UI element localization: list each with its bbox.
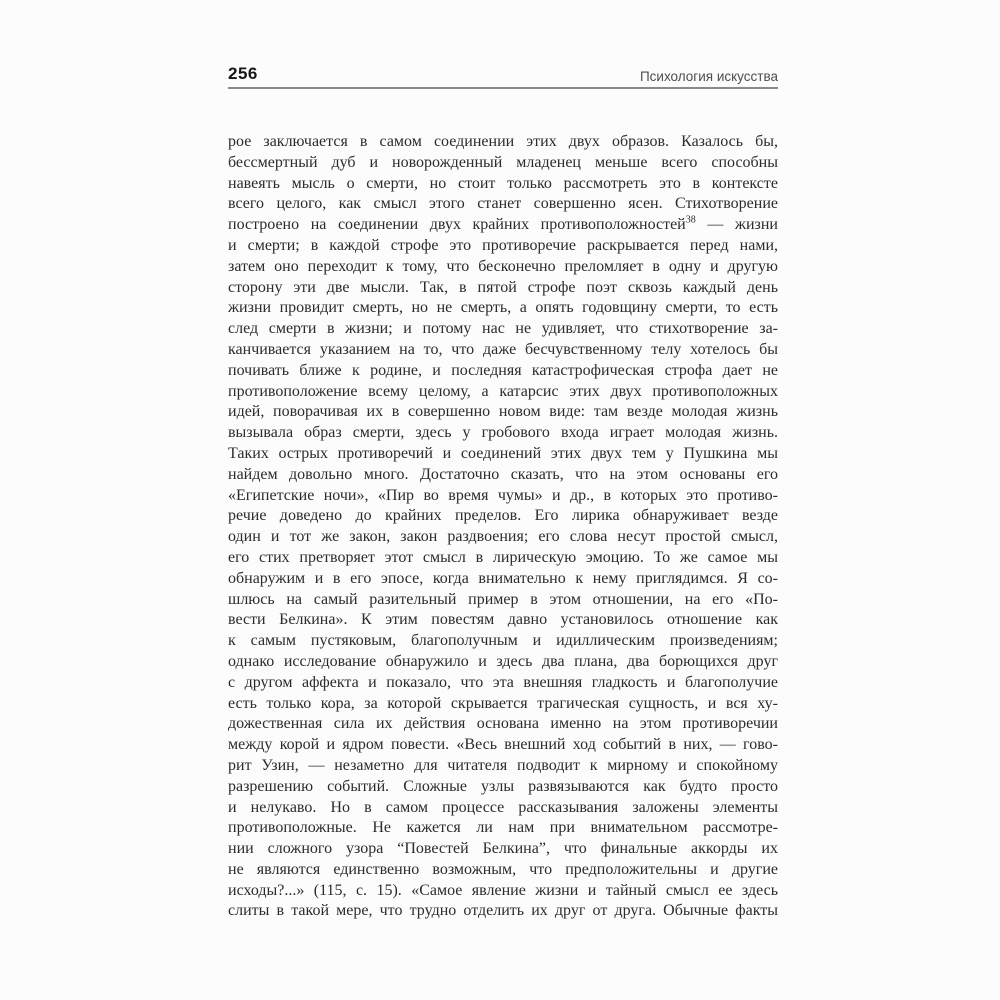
text-line: канчивается указанием на то, что даже бесчувственному телу хотелось бы (228, 340, 778, 358)
running-title: Психология искусства (639, 69, 778, 84)
text-line: рое заключается в самом соединении этих двух образов. Казалось бы, (228, 133, 778, 150)
text-line: всего целого, как смысл этого станет совершенно ясен. Стихотворение (228, 195, 778, 213)
text-line: «Египетские ночи», «Пир во время чумы» и др., в которых это противо- (228, 486, 778, 504)
text-line: рит Узин, — незаметно для читателя подводит к мирному и спокойному (228, 756, 778, 774)
text-line: его стих претворяет этот смысл в лирическую эмоцию. То же самое мы (228, 548, 778, 566)
text-line-with-footnote (228, 215, 778, 236)
text-segment: — жизни (695, 216, 778, 234)
text-line: противоположение всему целому, а катарсис этих двух противоположных (228, 382, 778, 400)
text-line: к самым пустяковым, благополучным и идиллическим произведениям; (228, 632, 778, 650)
text-line: жизни провидит смерть, но не смерть, а опять годовщину смерти, то есть (228, 299, 778, 317)
text-segment: построено на соединении двух крайних противоположностей (228, 216, 686, 234)
text-line: нии сложного узора “Повестей Белкина”, что финальные аккорды их (228, 840, 778, 858)
text-line: сторону эти две мысли. Так, в пятой строфе поэт сквозь каждый день (228, 278, 778, 296)
text-line: исходы?...» (115, с. 15). «Самое явление жизни и тайный смысл ее здесь (228, 881, 778, 899)
page-number: 256 (228, 64, 258, 83)
text-line: противоположные. Не кажется ли нам при внимательном рассмотре- (228, 819, 778, 837)
text-line: и смерти; в каждой строфе это противоречие раскрывается перед нами, (228, 236, 778, 254)
text-line: речие доведено до крайних пределов. Его лирика обнаруживает везде (228, 507, 778, 525)
text-line: шлюсь на самый разительный пример в этом отношении, на его «По- (228, 590, 778, 608)
text-line: затем оно переходит к тому, что бесконечно преломляет в одну и другую (228, 257, 778, 275)
text-line: дожественная сила их действия основана именно на этом противоречии (228, 715, 778, 733)
text-line: след смерти в жизни; и потому нас не удивляет, что стихотворение за- (228, 320, 778, 338)
text-line: вызывала образ смерти, здесь у гробового входа играет молодая жизнь. (228, 424, 778, 442)
text-line: не являются единственно возможным, что предположительны и другие (228, 860, 778, 878)
running-header (228, 60, 778, 89)
text-line: идей, поворачивая их в совершенно новом виде: там везде молодая жизнь (228, 403, 778, 421)
text-line: бессмертный дуб и новорожденный младенец меньше всего способны (228, 153, 778, 171)
footnote-ref: 38 (685, 214, 696, 226)
text-line: однако исследование обнаружило и здесь два плана, два борющихся друг (228, 652, 778, 670)
text-line: и нелукаво. Но в самом процессе рассказывания заложены элементы (228, 798, 778, 816)
text-line: с другом аффекта и показало, что эта внешняя гладкость и благополучие (228, 673, 778, 691)
text-line: разрешению событий. Сложные узлы развязываются как будто просто (228, 777, 778, 795)
text-line: почивать ближе к родине, и последняя катастрофическая строфа дает не (228, 361, 778, 379)
text-line: вести Белкина». К этим повестям давно установилось отношение как (228, 611, 778, 629)
text-line: между корой и ядром повести. «Весь внешний ход событий в них, — гово- (228, 736, 778, 754)
body-text (228, 132, 778, 922)
text-line: навеять мысль о смерти, но стоит только рассмотреть это в контексте (228, 174, 778, 192)
text-line: один и тот же закон, закон раздвоения; его слова несут простой смысл, (228, 528, 778, 546)
text-line: обнаружим и в его эпосе, когда внимательно к нему приглядимся. Я со- (228, 569, 778, 587)
text-line: Таких острых противоречий и соединений этих двух тем у Пушкина мы (228, 444, 778, 462)
text-line: найдем довольно много. Достаточно сказать, что на этом основаны его (228, 465, 778, 483)
text-line: слиты в такой мере, что трудно отделить их друг от друга. Обычные факты (228, 902, 778, 920)
text-line: есть только кора, за которой скрывается трагическая сущность, и вся ху- (228, 694, 778, 712)
